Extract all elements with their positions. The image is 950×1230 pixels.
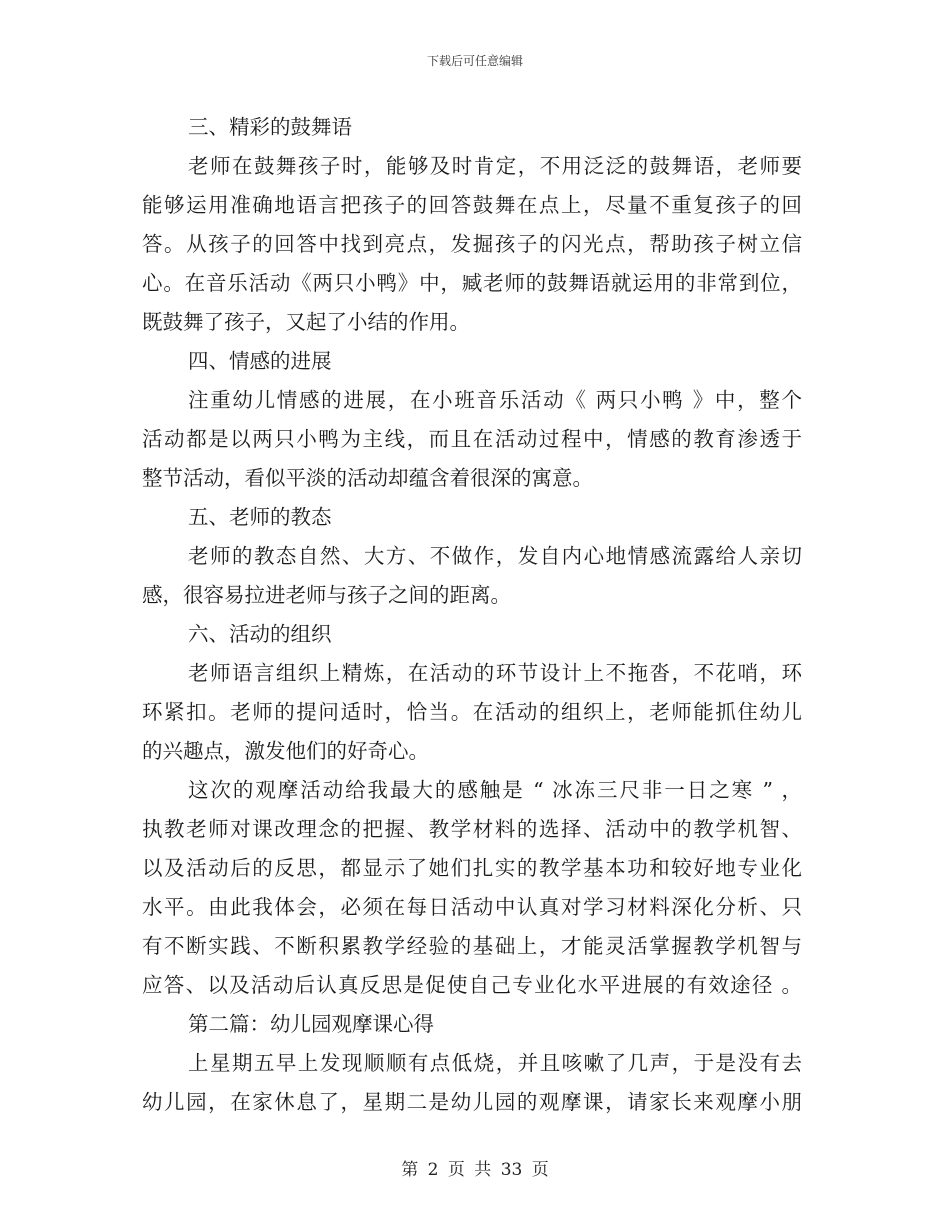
text-line: 老师的教态自然、大方、不做作，发自内心地情感流露给人亲切 xyxy=(188,544,802,568)
text-line: 有不断实践、不断积累教学经验的基础上，才能灵活掌握教学机智与 xyxy=(142,934,802,958)
text-line: 心。在音乐活动《两只小鸭》中，臧老师的鼓舞语就运用的非常到位， xyxy=(142,271,802,295)
text-line: 五、老师的教态 xyxy=(188,505,332,529)
text-line: 答。从孩子的回答中找到亮点，发掘孩子的闪光点，帮助孩子树立信 xyxy=(142,232,802,256)
text-line: 活动都是以两只小鸭为主线，而且在活动过程中，情感的教育渗透于 xyxy=(142,427,802,451)
text-line: 老师语言组织上精炼，在活动的环节设计上不拖沓，不花哨，环 xyxy=(188,661,802,685)
text-line: 六、活动的组织 xyxy=(188,622,332,646)
text-line: 执教老师对课改理念的把握、教学材料的选择、活动中的教学机智、 xyxy=(142,817,802,841)
text-line: 感，很容易拉进老师与孩子之间的距离。 xyxy=(142,583,511,607)
text-line: 整节活动，看似平淡的活动却蕴含着很深的寓意。 xyxy=(142,466,593,490)
page-header: 下载后可任意编辑 xyxy=(426,54,523,68)
text-line: 应答、以及活动后认真反思是促使自己专业化水平进展的有效途径 。 xyxy=(142,973,802,997)
text-line: 能够运用准确地语言把孩子的回答鼓舞在点上，尽量不重复孩子的回 xyxy=(142,193,802,217)
text-line: 四、情感的进展 xyxy=(188,349,332,373)
text-line: 老师在鼓舞孩子时，能够及时肯定，不用泛泛的鼓舞语，老师要 xyxy=(188,154,802,178)
text-line: 上星期五早上发现顺顺有点低烧，并且咳嗽了几声，于是没有去 xyxy=(188,1051,802,1075)
text-line: 第二篇：幼儿园观摩课心得 xyxy=(188,1012,434,1036)
text-line: 这次的观摩活动给我最大的感触是 “ 冰冻三尺非一日之寒 ” ， xyxy=(188,778,802,802)
text-line: 的兴趣点，激发他们的好奇心。 xyxy=(142,739,429,763)
page-number: 第 2 页 共 33 页 xyxy=(401,1160,549,1180)
text-line: 环紧扣。老师的提问适时，恰当。在活动的组织上，老师能抓住幼儿 xyxy=(142,700,802,724)
text-line: 注重幼儿情感的进展，在小班音乐活动《 两只小鸭 》中，整个 xyxy=(188,388,802,412)
text-line: 幼儿园，在家休息了，星期二是幼儿园的观摩课，请家长来观摩小朋 xyxy=(142,1090,802,1114)
text-line: 以及活动后的反思，都显示了她们扎实的教学基本功和较好地专业化 xyxy=(142,856,802,880)
text-line: 三、精彩的鼓舞语 xyxy=(188,115,352,139)
document-body xyxy=(142,108,802,1122)
text-line: 水平。由此我体会，必须在每日活动中认真对学习材料深化分析、只 xyxy=(142,895,802,919)
text-line: 既鼓舞了孩子，又起了小结的作用。 xyxy=(142,310,470,334)
